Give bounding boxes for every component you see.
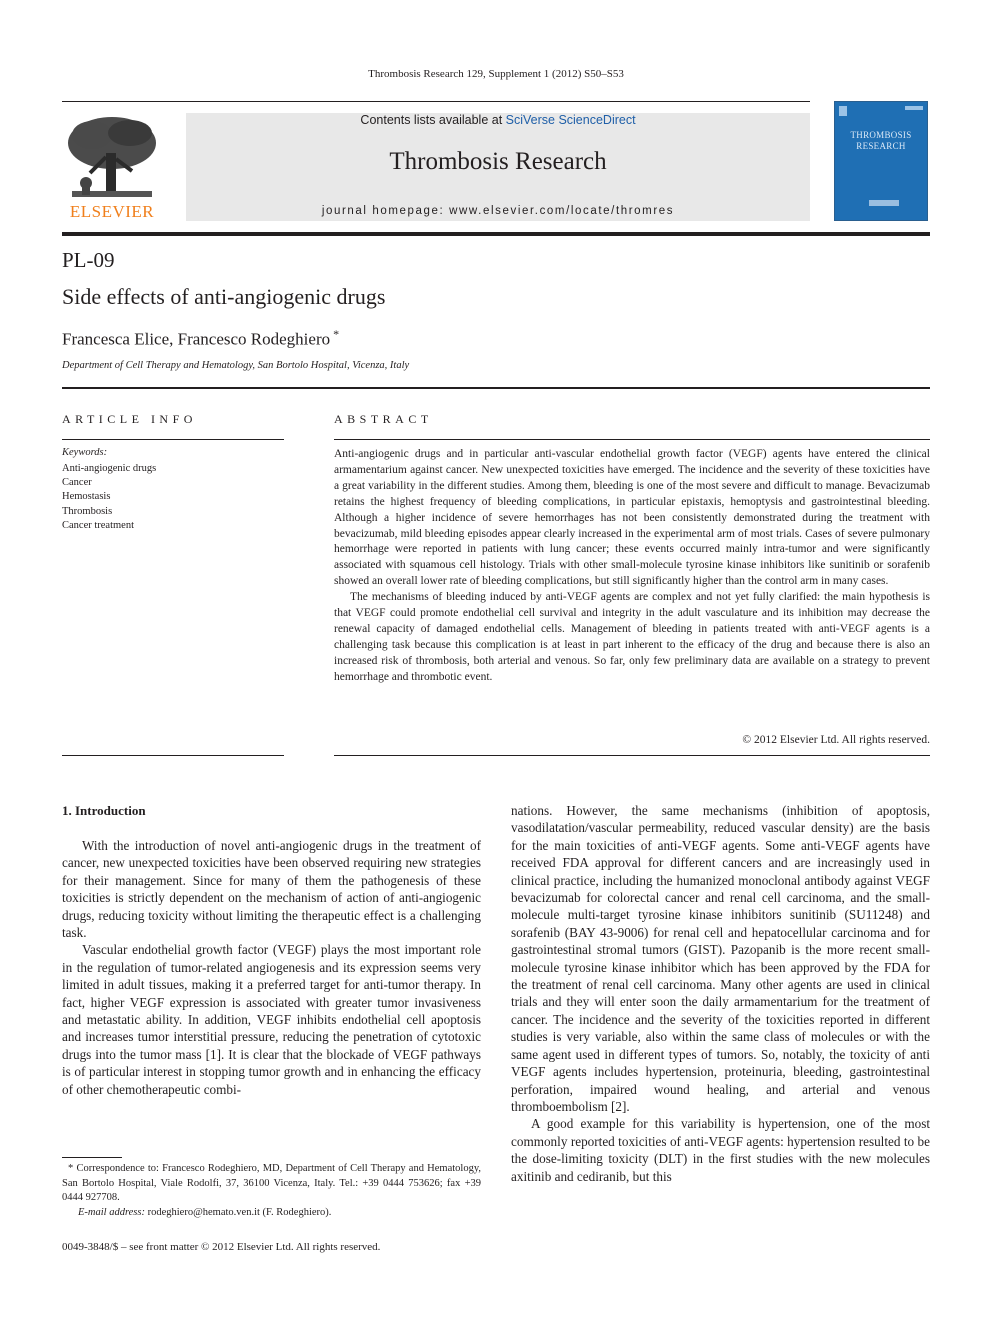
contents-line <box>186 113 810 127</box>
affiliation: Department of Cell Therapy and Hematology, San Bortolo Hospital, Vicenza, Italy <box>62 360 410 371</box>
email-address[interactable]: rodeghiero@hemato.ven.it (F. Rodeghiero). <box>147 1206 332 1218</box>
article-info-heading: ARTICLE INFO <box>62 412 197 426</box>
body-paragraph: A good example for this variability is hypertension, one of the most commonly reported toxicities of anti-VEGF agents: hypertension resulted to be the dose-limiting toxicity (DLT) in the first studies with the new molecules axitinib and cediranib, but this <box>511 1116 930 1184</box>
keyword-item: Cancer treatment <box>62 519 135 531</box>
body-paragraph: With the introduction of novel anti-angiogenic drugs in the treatment of cancer, new unexpected toxicities have been observed requiring new strategies for their management. Since for many of them the pathogenesis of these toxicities is strictly dependent on the mechanism of action of anti-angiogenic drugs, reducing toxicity without limiting the therapeutic effect is a challenging task. <box>62 838 481 941</box>
article-title: Side effects of anti-angiogenic drugs <box>62 284 386 309</box>
abstract-copyright: © 2012 Elsevier Ltd. All rights reserved. <box>742 734 930 746</box>
body-right-column <box>511 802 930 1185</box>
journal-title: Thrombosis Research <box>389 148 607 175</box>
abstract-body <box>334 447 930 686</box>
keyword-item: Cancer <box>62 477 92 489</box>
contents-prefix: Contents lists available at <box>360 113 506 127</box>
journal-citation: Thrombosis Research 129, Supplement 1 (2012) S50–S53 <box>368 68 624 80</box>
title-rule <box>62 387 930 389</box>
header-thick-rule <box>62 232 930 236</box>
footnote-mark: * <box>68 1163 74 1174</box>
correspondence-text: Correspondence to: Francesco Rodeghiero, MD, Department of Cell Therapy and Hematology, San Bortolo Hospital, Viale Rodolfi, 37, 36100 Vicenza, Italy. Tel.: +39 0444 753626; fax +39 0444 927708. <box>62 1163 482 1203</box>
abstract-paragraph: The mechanisms of bleeding induced by anti-VEGF agents are complex and not yet fully clarified: the main hypothesis is that VEGF could promote endothelial cell survival and integrity in the adult vasculature and its inhibition may decrease the renewal capacity of damaged endothelial cells. Management of bleeding in patients treated with anti-VEGF agents is a challenging task because this complication is at least in part inherent to the efficacy of the drug and because there is also an increased risk of thrombosis, both arterial and venous. So far, only few preliminary data are available on a strategy to prevent hemorrhage and thrombotic event. <box>334 591 930 683</box>
sciencedirect-link[interactable]: SciVerse ScienceDirect <box>505 113 636 127</box>
journal-homepage[interactable]: journal homepage: www.elsevier.com/locate/thromres <box>321 205 675 217</box>
author-footnote-mark[interactable]: * <box>333 327 340 341</box>
article-info-bottom-rule <box>62 755 284 756</box>
abstract-bottom-rule <box>334 755 930 756</box>
keyword-item: Hemostasis <box>62 491 111 503</box>
footnote-rule <box>62 1157 122 1158</box>
keyword-item: Thrombosis <box>62 505 113 517</box>
keywords-list <box>62 462 156 533</box>
abstract-rule <box>334 439 930 440</box>
header-rule <box>62 101 810 102</box>
abstract-paragraph: Anti-angiogenic drugs and in particular anti-vascular endothelial growth factor (VEGF) agents have entered the clinical armamentarium against cancer. New unexpected toxicities have emerged. The incidence and the severity of these toxicities have a great variability in the different studies. Among them, bleeding is one of the most severe and difficult to manage. Bevacizumab retains the highest frequency of bleeding complications, in particular epistaxis, hemoptysis and gastrointestinal bleeding. Although a higher incidence of severe hemorrhages has not been consistently demonstrated during the treatment with bevacizumab, mild bleeding episodes appear clearly increased in the experimental arm of most trials. Cases of severe pulmonary hemorrhage were reported in patients with lung cancer; these events occurred mainly intra-tumor and were significantly associated with squamous cell histology. Trials with other small-molecule tyrosine kinase inhibitors like sunitinib or sorafenib showed an overall lower rate of bleeding complications, but still significantly higher than the control arm in many cases. <box>334 448 930 588</box>
article-info-rule <box>62 439 284 440</box>
publisher-name: ELSEVIER <box>69 202 155 221</box>
cover-title-line1: THROMBOSIS <box>850 130 912 140</box>
abstract-heading: ABSTRACT <box>334 412 433 426</box>
section-heading: 1. Introduction <box>62 803 146 818</box>
keywords-label: Keywords: <box>62 447 108 458</box>
issn-line: 0049-3848/$ – see front matter © 2012 Elsevier Ltd. All rights reserved. <box>62 1241 381 1253</box>
correspondence-footnote <box>62 1162 481 1220</box>
body-paragraph: nations. However, the same mechanisms (inhibition of apoptosis, vasodilatation/vascular permeability, reduced vascular density) are the basis for the main toxicities of anti-VEGF agents. Some anti-VEGF agents have received FDA approval for different cancers and are increasingly used in clinical practice, including the humanized monoclonal antibody against VEGF bevacizumab for colorectal cancer and renal cell carcinoma, and the small-molecule multi-target tyrosine kinase inhibitors sunitinib (SU11248) and sorafenib (BAY 43-9006) for renal cell and hepatocellular carcinoma and for gastrointestinal stromal tumors (GIST). Pazopanib is the more recent small-molecule tyrosine kinase inhibitor which has been approved by the FDA for the treatment of renal cell carcinoma. Many other agents are used in clinical trials and they will enter soon the daily armamentarium for the treatment of cancer. The incidence and the severity of the toxicities reported in different studies is very variable, also within the same class of molecules or with the same agent used in different types of tumors. So, notably, the toxicity of anti VEGF agents includes hypertension, proteinuria, bleeding, gastrointestinal perforation, impaired wound healing, and arterial and venous thromboembolism [2]. <box>511 803 930 1114</box>
keyword-item: Anti-angiogenic drugs <box>62 463 157 474</box>
author-line <box>62 327 339 350</box>
body-paragraph: Vascular endothelial growth factor (VEGF) plays the most important role in the regulation of tumor-related angiogenesis and its expression seems very limited in adult tissues, making it a preferred target for anti-tumor therapy. In fact, higher VEGF expression is associated with greater tumor invasiveness and metastatic ability. In addition, VEGF inhibits endothelial cell apoptosis and increases tumor interstitial pressure, reducing the penetration of cytotoxic drugs into the tumor mass [1]. It is clear that the blockade of VEGF pathways is of particular interest in stopping tumor growth and in enhancing the efficacy of other chemotherapeutic combi- <box>62 942 481 1097</box>
email-label: E-mail address: <box>78 1206 145 1218</box>
article-code: PL-09 <box>62 248 115 272</box>
cover-title-line2: RESEARCH <box>856 141 906 151</box>
cover-title <box>834 130 928 152</box>
authors: Francesca Elice, Francesco Rodeghiero <box>62 329 331 349</box>
journal-cover-image <box>834 101 928 221</box>
body-left-column <box>62 837 481 1098</box>
